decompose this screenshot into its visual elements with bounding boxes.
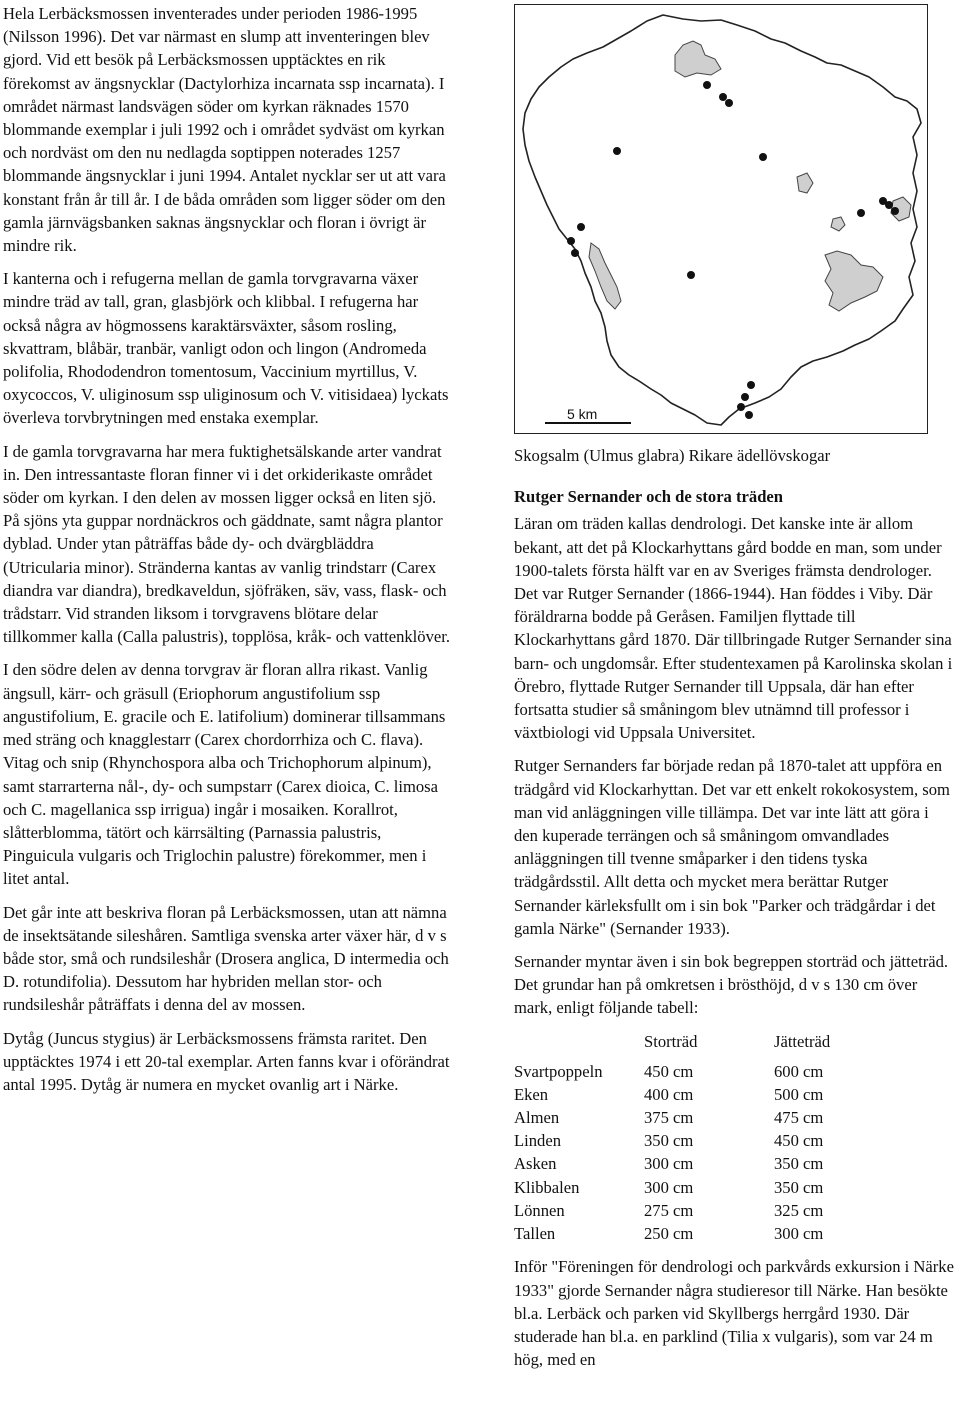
- location-dot: [719, 93, 727, 101]
- location-dot: [741, 393, 749, 401]
- table-row: [514, 1176, 894, 1199]
- tree-name: Tallen: [514, 1224, 556, 1244]
- paragraph-peat-pits: I de gamla torvgravarna har mera fuktighetsälskande arter vandrat in. Den intressantaste floran finner vi i det orkiderikaste området söder om kyrkan. I den delen av mossen ligger också en liten sjö. På sjöns yta guppar nordnäckros och gäddnate, samt några plantor dyblad. Under ytan påträffas både dy- och dvärgbläddra (Utricularia minor). Stränderna kantas av vanlig trindstarr (Carex diandra var diandra), bredkaveldun, sjöfräken, säv, vass, flask- och trådstarr. Vid stranden liksom i torvgravens blötare delar tillkommer kalla (Calla palustris), topplösa, kråk- och vattenklöver.: [3, 441, 450, 647]
- stortrad-value: 300 cm: [644, 1177, 694, 1197]
- table-header-cell: [514, 1030, 644, 1060]
- stortrad-value: 250 cm: [644, 1224, 694, 1244]
- stortrad-value: 400 cm: [644, 1084, 694, 1104]
- location-dot: [567, 237, 575, 245]
- map-graphic: [515, 5, 927, 433]
- table-header-cell: Jätteträd: [774, 1031, 831, 1051]
- tree-name: Lönnen: [514, 1200, 565, 1220]
- location-dot: [745, 411, 753, 419]
- table-row: [514, 1199, 894, 1222]
- jattetrad-value: 500 cm: [774, 1084, 824, 1104]
- paragraph-sundews: Det går inte att beskriva floran på Lerbäcksmossen, utan att nämna de insektsätande sileshåren. Samtliga svenska arter växer här, d v s både stor, små och rundsileshår (Drosera anglica, D intermedia och D. rotundifolia). Dessutom har hybriden mellan stor- och rundsileshår påträffats i denna del av mossen.: [3, 902, 449, 1015]
- location-dot: [571, 249, 579, 257]
- paragraph-excursion: Inför "Föreningen för dendrologi och parkvårds exkursion i Närke 1933" gjorde Sernander några studieresor till Närke. Han besökte bl.a. Lerbäck och parken vid Skyllbergs herrgård 1930. Där studerade han bl.a. en parklind (Tilia x vulgaris), som var 24 m hög, med en: [514, 1257, 954, 1370]
- stortrad-value: 300 cm: [644, 1154, 694, 1174]
- paragraph-rarity: Dytåg (Juncus stygius) är Lerbäcksmossens främsta raritet. Den upptäcktes 1974 i ett 20-tal exemplar. Arten fanns kvar i oförändrat antal 1995. Dytåg är numera en mycket ovanlig art i Närke.: [3, 1028, 450, 1094]
- shaded-area-east: [825, 251, 883, 311]
- parish-boundary: [523, 15, 921, 425]
- shaded-area-center: [797, 173, 813, 193]
- paragraph-tree-sizes: Sernander myntar även i sin bok begreppen storträd och jätteträd. Det grundar han på omkretsen i brösthöjd, d v s 130 cm över mark, enligt följande tabell:: [514, 952, 949, 1018]
- location-dot: [613, 147, 621, 155]
- section-heading: Rutger Sernander och de stora träden: [514, 487, 784, 507]
- table-header-row: [514, 1030, 894, 1060]
- paragraph-southern-part: I den södre delen av denna torvgrav är floran allra rikast. Vanlig ängsull, kärr- och gräsull (Eriophorum angustifolium ssp angustifolium, E. gracile och E. latifolium) dominerar tillsammans med sträng och knagglestarr (Carex chordorrhiza och C. flava). Vitag och snip (Rhynchospora alba och Trichophorum alpinum), samt starrarterna nål-, dy- och sumpstarr (Carex dioica, C. limosa och C. magellanica ssp irrigua) ingår i mosaiken. Korallrot, slåtterblomma, tätört och kärrsälting (Parnassia palustris, Pinguicula vulgaris och Triglochin palustre) förekommer, men i litet antal.: [3, 660, 446, 889]
- location-dot: [759, 153, 767, 161]
- tree-name: Asken: [514, 1154, 557, 1174]
- jattetrad-value: 450 cm: [774, 1131, 824, 1151]
- scale-bar: [545, 422, 631, 424]
- map-caption: Skogsalm (Ulmus glabra) Rikare ädellövskogar: [514, 446, 831, 465]
- scale-label: 5 km: [567, 406, 598, 422]
- table-row: [514, 1222, 894, 1245]
- distribution-map: [514, 4, 928, 434]
- right-column: [514, 2, 956, 1381]
- stortrad-value: 375 cm: [644, 1108, 694, 1128]
- table-row: [514, 1129, 894, 1152]
- tree-name: Almen: [514, 1108, 560, 1128]
- stortrad-value: 450 cm: [644, 1061, 694, 1081]
- stortrad-value: 275 cm: [644, 1200, 694, 1220]
- table-row: [514, 1083, 894, 1106]
- location-dot: [577, 223, 585, 231]
- tree-size-table: [514, 1030, 894, 1246]
- location-dot: [885, 201, 893, 209]
- tree-name: Svartpoppeln: [514, 1061, 603, 1081]
- location-dot: [725, 99, 733, 107]
- table-row: [514, 1060, 894, 1083]
- location-dot: [703, 81, 711, 89]
- location-dot: [891, 207, 899, 215]
- location-dot: [737, 403, 745, 411]
- jattetrad-value: 300 cm: [774, 1224, 824, 1244]
- paragraph-refuges: I kanterna och i refugerna mellan de gamla torvgravarna växer mindre träd av tall, gran, glasbjörk och klibbal. I refugerna har också några av högmossens karaktärsväxter, såsom rosling, skvattram, blåbär, tranbär, vanligt odon och lingon (Andromeda polifolia, Rhododendron tomentosum, Vaccinium myrtillus, V. oxycoccos, V. uliginosum ssp uliginosum och V. vitisidaea) lyckats överleva torvbrytningen med enstaka exemplar.: [3, 269, 449, 428]
- shaded-area-central-east: [831, 217, 845, 231]
- table-row: [514, 1106, 894, 1129]
- shaded-area-north: [675, 41, 721, 77]
- table-row: [514, 1152, 894, 1175]
- paragraph-garden: Rutger Sernanders far började redan på 1870-talet att uppföra en trädgård vid Klockarhyttan. Det var ett enkelt rokokosystem, som man vid anläggningen ville tillämpa. Det var inte lätt att göra i den kuperade terrängen och så småningom omvandlades anläggningen till tvenne småparker i den tidens tyska trädgårdsstil. Allt detta och mycket mera berättar Rutger Sernander kärleksfullt om i sin bok "Parker och trädgårdar i det gamla Närke" (Sernander 1933).: [514, 756, 950, 938]
- location-dot: [857, 209, 865, 217]
- paragraph-dendrology: Läran om träden kallas dendrologi. Det kanske inte är allom bekant, att det på Klockarhyttans gård bodde en man, som under 1900-talets första hälft var en av Sveriges främsta dendrologer. Det var Rutger Sernander (1866-1944). Han föddes i Viby. Där föräldrarna bodde på Geråsen. Familjen flyttade till Klockarhyttans gård 1870. Där tillbringade Rutger Sernander sina barn- och ungdomsår. Efter studentexamen på Karolinska skolan i Örebro, flyttade Rutger Sernander till Uppsala, där han efter fortsatta studier så småningom blev utnämnd till professor i växtbiologi vid Uppsala Universitet.: [514, 514, 953, 743]
- paragraph-inventory: Hela Lerbäcksmossen inventerades under perioden 1986-1995 (Nilsson 1996). Det var närmast en slump att inventeringen blev gjord. Vid ett besök på Lerbäcksmossen upptäcktes en rik förekomst av ängsnycklar (Dactylorhiza incarnata ssp incarnata). I området närmast landsvägen söder om kyrkan räknades 1570 blommande exemplar i juli 1992 och i området sydväst om kyrkan och nordväst om den nu nedlagda soptippen noterades 1257 blommande ängsnycklar i juni 1994. Antalet nycklar ser ut att vara konstant från år till år. I de båda områden som ligger söder om den gamla järnvägsbanken saknas ängsnycklar och floran i övrigt är mindre rik.: [3, 4, 446, 256]
- location-dot: [687, 271, 695, 279]
- left-column: [3, 2, 450, 1106]
- jattetrad-value: 600 cm: [774, 1061, 824, 1081]
- tree-name: Linden: [514, 1131, 562, 1151]
- tree-name: Klibbalen: [514, 1177, 580, 1197]
- location-dot: [747, 381, 755, 389]
- table-header-cell: Storträd: [644, 1031, 698, 1051]
- jattetrad-value: 350 cm: [774, 1154, 824, 1174]
- jattetrad-value: 350 cm: [774, 1177, 824, 1197]
- stortrad-value: 350 cm: [644, 1131, 694, 1151]
- tree-name: Eken: [514, 1084, 549, 1104]
- jattetrad-value: 475 cm: [774, 1108, 824, 1128]
- location-dots: [567, 81, 899, 419]
- jattetrad-value: 325 cm: [774, 1200, 824, 1220]
